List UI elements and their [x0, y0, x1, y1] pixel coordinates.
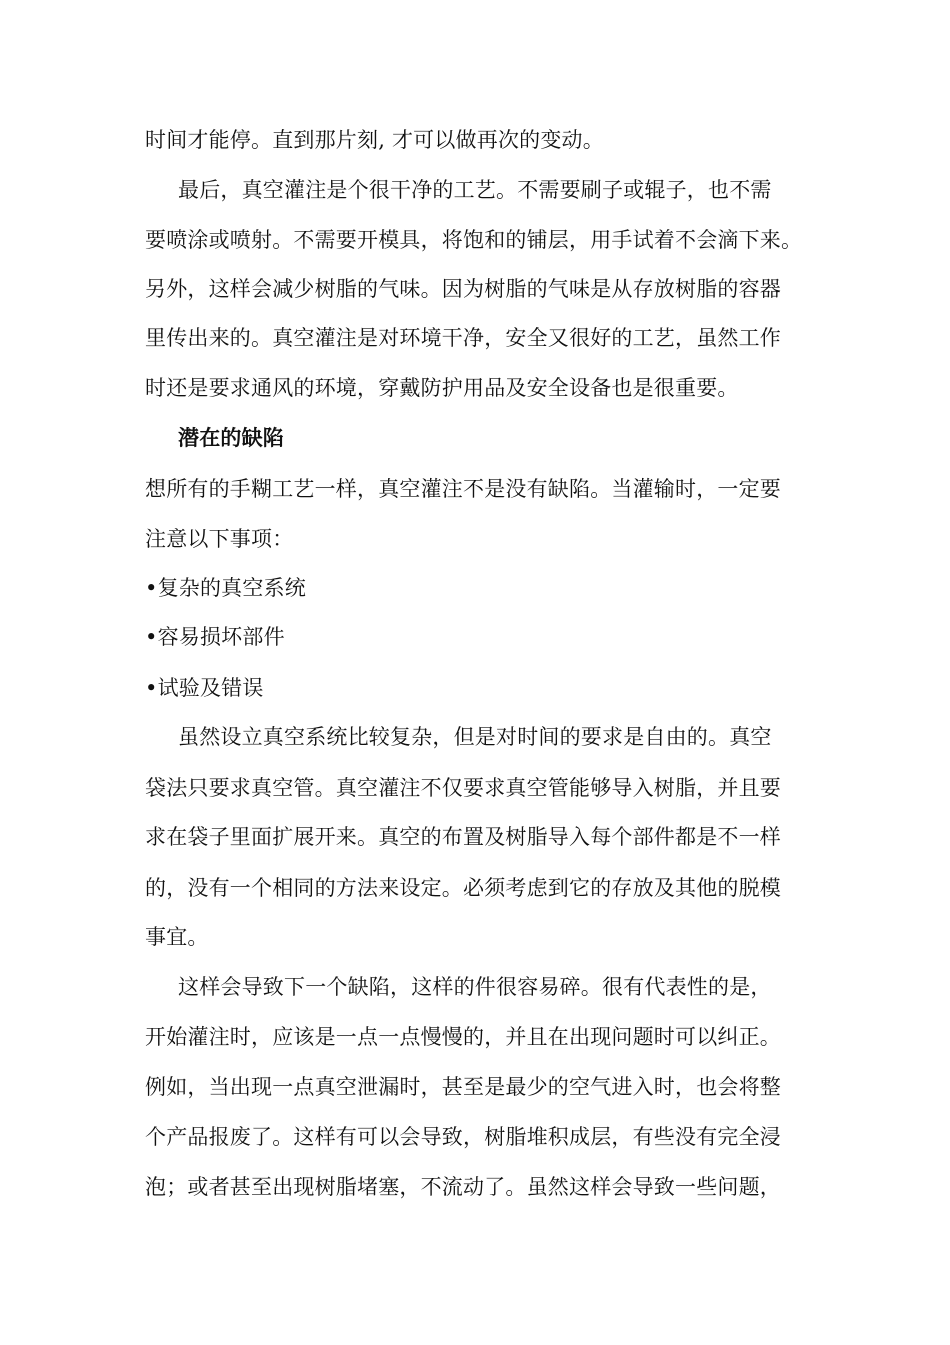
body-text-line: 个产品报废了。这样有可以会导致，树脂堆积成层，有些没有完全浸 — [145, 1125, 781, 1149]
body-text-line: 想所有的手糊工艺一样，真空灌注不是没有缺陷。当灌输时，一定要 — [145, 477, 781, 501]
section-heading: 潜在的缺陷 — [178, 425, 284, 450]
paragraph-first-line: 这样会导致下一个缺陷，这样的件很容易碎。很有代表性的是， — [178, 975, 772, 999]
body-text-line: 求在袋子里面扩展开来。真空的布置及树脂导入每个部件都是不一样 — [145, 825, 781, 849]
paragraph-first-line: 虽然设立真空系统比较复杂，但是对时间的要求是自由的。真空 — [178, 725, 772, 749]
bullet-item: •容易损坏部件 — [145, 625, 285, 649]
body-text-line: 例如，当出现一点真空泄漏时，甚至是最少的空气进入时，也会将整 — [145, 1075, 781, 1099]
body-text-line: 里传出来的。真空灌注是对环境干净，安全又很好的工艺，虽然工作 — [145, 326, 781, 350]
body-text-line: 泡；或者甚至出现树脂堵塞，不流动了。虽然这样会导致一些问题， — [145, 1175, 781, 1199]
body-text-line: 事宜。 — [145, 925, 209, 949]
body-text-line: 开始灌注时，应该是一点一点慢慢的，并且在出现问题时可以纠正。 — [145, 1025, 781, 1049]
body-text-line: 要喷涂或喷射。不需要开模具，将饱和的铺层，用手试着不会滴下来。 — [145, 228, 803, 252]
body-text-line: 时间才能停。直到那片刻, 才可以做再次的变动。 — [145, 128, 604, 152]
body-text-line: 时还是要求通风的环境，穿戴防护用品及安全设备也是很重要。 — [145, 376, 739, 400]
paragraph-first-line: 最后，真空灌注是个很干净的工艺。不需要刷子或辊子，也不需 — [178, 178, 772, 202]
bullet-item: •复杂的真空系统 — [145, 576, 306, 600]
body-text-line: 另外，这样会减少树脂的气味。因为树脂的气味是从存放树脂的容器 — [145, 277, 781, 301]
body-text-line: 袋法只要求真空管。真空灌注不仅要求真空管能够导入树脂，并且要 — [145, 776, 781, 800]
body-text-line: 的，没有一个相同的方法来设定。必须考虑到它的存放及其他的脱模 — [145, 876, 781, 900]
body-text-line: 注意以下事项： — [145, 527, 294, 551]
bullet-item: •试验及错误 — [145, 676, 264, 700]
